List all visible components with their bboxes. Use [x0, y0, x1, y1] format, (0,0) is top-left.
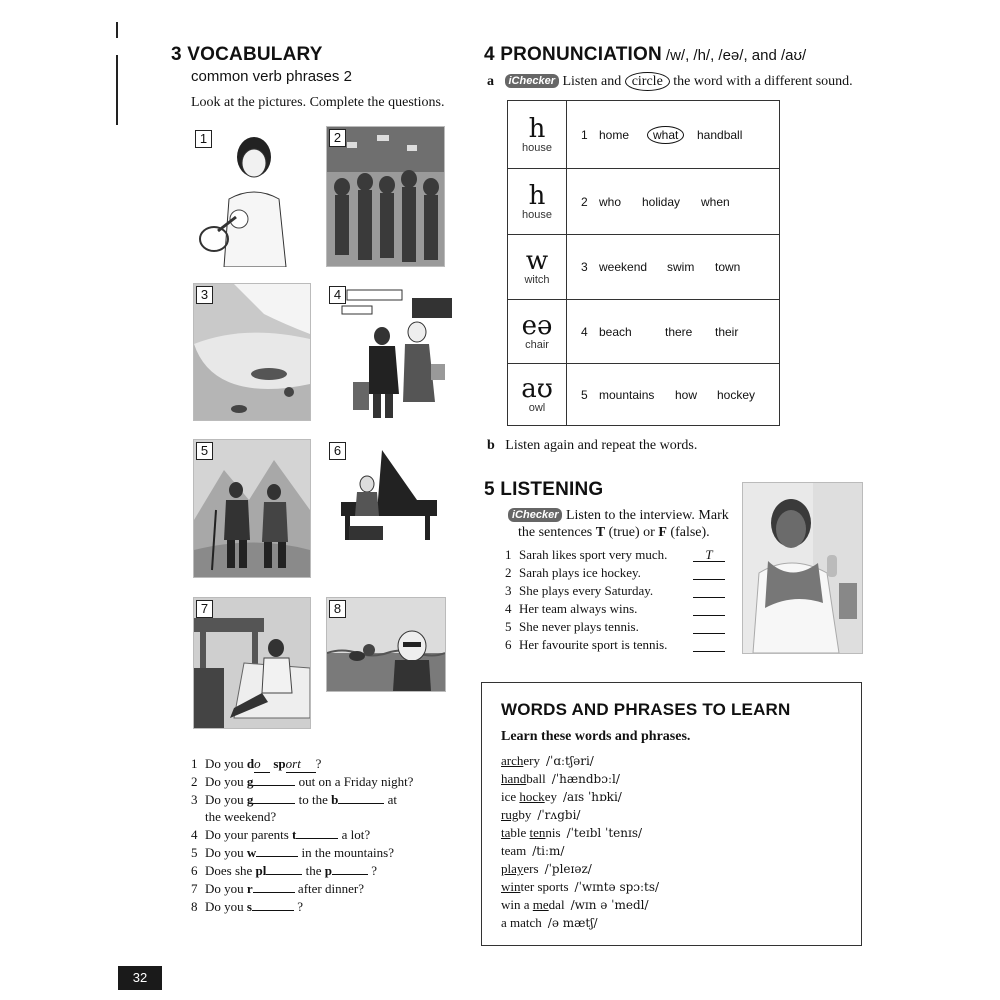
answer-blank[interactable] — [253, 892, 295, 893]
picture-7 — [193, 597, 311, 729]
vocab-instruction: Look at the pictures. Complete the questions. — [191, 95, 445, 110]
picture-number: 4 — [329, 286, 346, 304]
listening-instruction: iChecker Listen to the interview. Mark — [508, 508, 729, 524]
word-option[interactable]: handball — [697, 127, 743, 142]
vocab-subtitle: common verb phrases 2 — [191, 68, 352, 85]
word-phrase: handball /ˈhændbɔːl/ — [501, 771, 620, 786]
word-option[interactable]: home — [599, 127, 630, 142]
pron-sounds: /w/, /h/, /eə/, and /aʊ/ — [665, 47, 807, 64]
answer-blank[interactable] — [693, 565, 725, 580]
answer-blank[interactable]: o — [254, 756, 270, 773]
word-option[interactable]: mountains — [599, 387, 655, 402]
answer-blank[interactable] — [266, 874, 302, 875]
table-row — [508, 235, 780, 300]
picture-5 — [193, 439, 311, 578]
word-cell: 2 who holiday when — [567, 169, 780, 235]
margin-mark — [116, 55, 118, 125]
sound-symbol-cell: aʊ owl — [508, 364, 567, 426]
word-phrase: team /tiːm/ — [501, 843, 565, 858]
listening-item: 5 She never plays tennis. — [505, 619, 639, 634]
word-option[interactable]: how — [675, 387, 698, 402]
word-cell: 3 weekend swim town — [567, 235, 780, 300]
picture-3 — [193, 283, 311, 421]
answer-blank[interactable] — [256, 856, 298, 857]
word-option[interactable]: swim — [667, 260, 695, 274]
table-row — [508, 364, 780, 426]
picture-6 — [326, 439, 446, 548]
picture-4 — [326, 283, 455, 422]
vocab-question-7: 7 Do you r after dinner? — [191, 881, 364, 896]
picture-number: 1 — [195, 130, 212, 148]
pron-instruction-a: a iChecker Listen and circle the word with a different sound. — [487, 74, 853, 89]
vocab-question-4: 4 Do your parents t a lot? — [191, 827, 371, 842]
tennis-player-illustration — [194, 127, 309, 267]
word-option[interactable]: holiday — [642, 194, 681, 209]
picture-2 — [326, 126, 445, 267]
answer-blank[interactable] — [338, 803, 384, 804]
ichecker-badge[interactable]: iChecker — [508, 508, 562, 522]
airport-travellers-illustration — [327, 284, 454, 421]
listening-item: 6 Her favourite sport is tennis. — [505, 637, 668, 652]
page-number: 32 — [118, 966, 162, 990]
word-option[interactable]: when — [701, 194, 730, 209]
word-option[interactable]: their — [715, 324, 739, 339]
word-cell: 5 mountains how hockey — [567, 364, 780, 426]
answer-blank[interactable] — [693, 583, 725, 598]
word-option[interactable]: who — [599, 194, 622, 209]
word-cell: 4 beach there their — [567, 300, 780, 364]
picture-number: 5 — [196, 442, 213, 460]
pron-heading: 4 PRONUNCIATION /w/, /h/, /eə/, and /aʊ/ — [484, 44, 807, 65]
word-phrase: win a medal /wɪn ə ˈmedl/ — [501, 897, 649, 912]
vocab-question-3: 3 Do you g to the b at — [191, 792, 398, 807]
vocab-question-3-continued: the weekend? — [205, 809, 277, 824]
picture-number: 6 — [329, 442, 346, 460]
word-option[interactable]: hockey — [717, 387, 756, 402]
vocab-heading: 3 VOCABULARY — [171, 44, 323, 65]
word-option[interactable]: town — [715, 260, 741, 274]
answer-blank[interactable] — [252, 910, 294, 911]
words-intro: Learn these words and phrases. — [501, 729, 691, 744]
ichecker-badge[interactable]: iChecker — [505, 74, 559, 88]
listening-heading: 5 LISTENING — [484, 479, 604, 500]
answer-blank[interactable] — [253, 803, 295, 804]
picture-number: 3 — [196, 286, 213, 304]
listening-item: 2 Sarah plays ice hockey. — [505, 565, 641, 580]
pronunciation-table — [507, 100, 780, 426]
picture-number: 7 — [196, 600, 213, 618]
answer-blank[interactable] — [332, 874, 368, 875]
sound-symbol-cell: h house — [508, 169, 567, 235]
table-row — [508, 101, 780, 169]
words-heading: WORDS AND PHRASES TO LEARN — [501, 700, 791, 719]
answer-blank[interactable]: T — [693, 547, 725, 562]
table-row — [508, 169, 780, 235]
answer-blank[interactable] — [296, 838, 338, 839]
word-phrase: archery /ˈɑːtʃəri/ — [501, 753, 594, 768]
sound-symbol-cell: h house — [508, 101, 567, 169]
listening-item: 1 Sarah likes sport very much. — [505, 547, 668, 562]
answer-blank[interactable]: ort — [286, 756, 316, 773]
picture-8 — [326, 597, 446, 692]
word-option-circled[interactable]: what — [647, 126, 684, 144]
sound-symbol-cell: w witch — [508, 235, 567, 300]
word-phrase: a match /ə mætʃ/ — [501, 915, 598, 930]
table-row — [508, 300, 780, 364]
word-cell: 1 home what handball — [567, 101, 780, 169]
pron-instruction-b: b Listen again and repeat the words. — [487, 438, 698, 453]
vocab-question-2: 2 Do you g out on a Friday night? — [191, 774, 414, 789]
picture-number: 8 — [329, 600, 346, 618]
word-option[interactable]: beach — [599, 324, 632, 339]
circle-word: circle — [625, 72, 670, 91]
vocab-question-8: 8 Do you s ? — [191, 899, 303, 914]
margin-mark — [116, 22, 118, 38]
word-phrase: rugby /ˈrʌgbi/ — [501, 807, 581, 822]
word-option[interactable]: weekend — [599, 260, 648, 274]
woman-photo-illustration — [743, 483, 862, 653]
word-phrase: winter sports /ˈwɪntə spɔːts/ — [501, 879, 660, 894]
answer-blank[interactable] — [693, 601, 725, 616]
word-phrase: players /ˈpleɪəz/ — [501, 861, 592, 876]
listening-item: 3 She plays every Saturday. — [505, 583, 654, 598]
listening-item: 4 Her team always wins. — [505, 601, 638, 616]
party-crowd-illustration — [327, 127, 444, 266]
interview-photo — [742, 482, 863, 654]
picture-1 — [193, 126, 310, 268]
word-phrase: table tennis /ˈteɪbl ˈtenɪs/ — [501, 825, 643, 840]
hikers-illustration — [194, 440, 310, 577]
vocab-question-6: 6 Does she pl the p ? — [191, 863, 378, 878]
vocab-question-1: 1 Do you do sport ? — [191, 756, 322, 771]
answer-blank[interactable] — [693, 619, 725, 634]
answer-blank[interactable] — [253, 785, 295, 786]
picture-number: 2 — [329, 129, 346, 147]
word-option[interactable]: there — [665, 324, 693, 339]
listening-instruction-2: the sentences T (true) or F (false). — [518, 525, 710, 540]
answer-blank[interactable] — [693, 637, 725, 652]
beach-illustration — [194, 284, 310, 420]
vocab-question-5: 5 Do you w in the mountains? — [191, 845, 394, 860]
sound-symbol-cell: eə chair — [508, 300, 567, 364]
word-phrase: ice hockey /aɪs ˈhɒki/ — [501, 789, 622, 804]
words-to-learn-box — [481, 682, 862, 946]
